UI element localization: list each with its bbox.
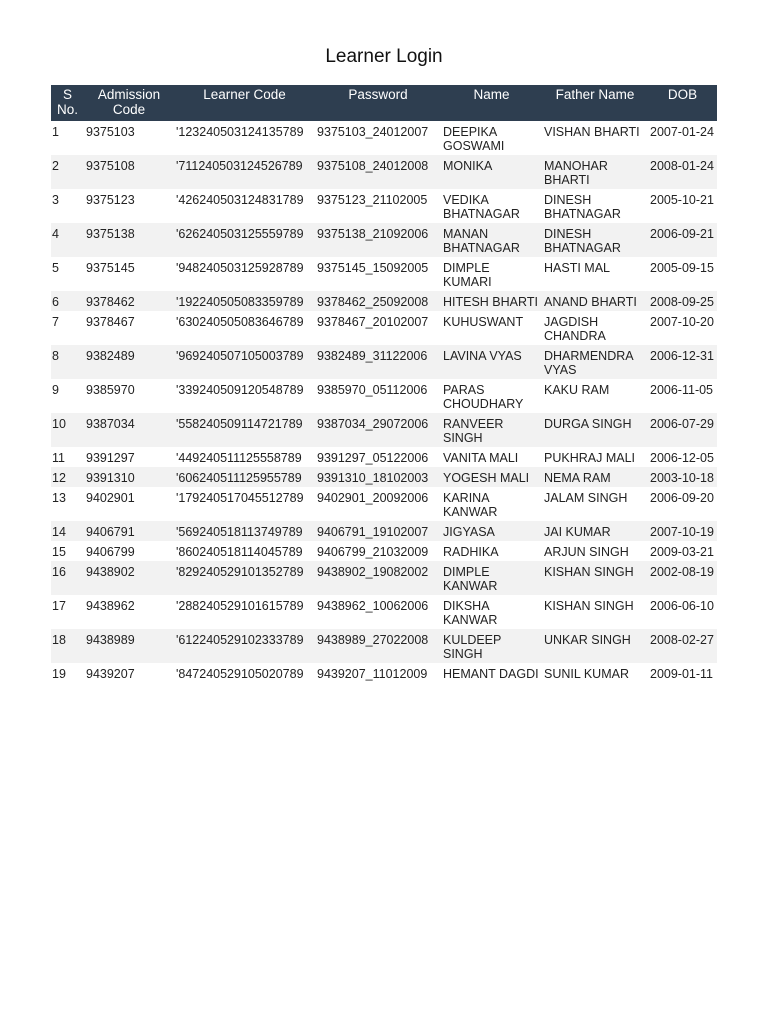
table-row [51,223,717,257]
cell-password: 9385970_05112006 [317,383,428,397]
cell-dob: 2007-10-19 [648,521,717,541]
cell-admission-code: 9406799 [86,545,135,559]
table-header-row [51,85,717,121]
cell-admission-code: 9375103 [86,125,135,139]
cell-admission-code: 9378462 [84,291,174,311]
cell-learner-code: '829240529101352789 [174,561,315,595]
table-row [51,521,717,541]
cell-admission-code: 9402901 [86,491,135,505]
cell-password: 9406791_19102007 [315,521,441,541]
cell-sno: 17 [52,599,66,613]
table-row [51,413,717,447]
cell-sno: 6 [51,291,84,311]
table-row [51,663,717,683]
cell-admission-code: 9439207 [86,667,135,681]
cell-dob: 2006-09-21 [648,223,717,257]
cell-learner-code: '847240529105020789 [176,667,304,681]
table-row [51,121,717,155]
cell-learner-code: '711240503124526789 [174,155,315,189]
cell-learner-code: '426240503124831789 [176,193,304,207]
col-header-name: Name [441,85,542,121]
table-row [51,189,717,223]
cell-name: LAVINA VYAS [441,345,542,379]
cell-father-name: KISHAN SINGH [544,599,634,613]
cell-name: JIGYASA [441,521,542,541]
cell-father-name: DURGA SINGH [542,413,648,447]
cell-father-name: SUNIL KUMAR [544,667,629,681]
cell-name: DIMPLE KANWAR [441,561,542,595]
cell-father-name: KAKU RAM [544,383,610,397]
cell-sno: 8 [51,345,84,379]
cell-learner-code: '123240503124135789 [176,125,304,139]
cell-dob: 2008-01-24 [648,155,717,189]
learner-table [51,85,717,683]
cell-dob: 2009-01-11 [650,667,714,681]
cell-admission-code: 9375123 [86,193,135,207]
cell-admission-code: 9382489 [84,345,174,379]
cell-admission-code: 9387034 [84,413,174,447]
cell-password: 9375108_24012008 [315,155,441,189]
table-row [51,487,717,521]
cell-password: 9382489_31122006 [315,345,441,379]
col-header-dob: DOB [648,85,717,121]
page-title: Learner Login [325,46,443,67]
cell-father-name: ANAND BHARTI [542,291,648,311]
cell-father-name: DINESH BHATNAGAR [542,223,648,257]
cell-sno: 19 [52,667,66,681]
cell-name: MANAN BHATNAGAR [441,223,542,257]
cell-admission-code: 9406791 [84,521,174,541]
cell-father-name: ARJUN SINGH [544,545,629,559]
cell-dob: 2003-10-18 [648,467,717,487]
table-row [51,257,717,291]
cell-admission-code: 9375145 [86,261,135,275]
cell-password: 9378462_25092008 [315,291,441,311]
cell-dob: 2002-08-19 [648,561,717,595]
cell-sno: 5 [52,261,59,275]
cell-father-name: DINESH BHATNAGAR [544,193,621,221]
cell-name: KULDEEP SINGH [441,629,542,663]
cell-password: 9438989_27022008 [315,629,441,663]
cell-admission-code: 9375108 [84,155,174,189]
cell-sno: 16 [51,561,84,595]
cell-password: 9402901_20092006 [317,491,429,505]
cell-learner-code: '192240505083359789 [174,291,315,311]
cell-father-name: NEMA RAM [542,467,648,487]
col-header-learner-code: Learner Code [174,85,315,121]
cell-dob: 2008-09-25 [648,291,717,311]
cell-name: PARAS CHOUDHARY [443,383,524,411]
cell-name: MONIKA [441,155,542,189]
cell-dob: 2009-03-21 [650,545,714,559]
cell-dob: 2008-02-27 [648,629,717,663]
cell-dob: 2006-06-10 [650,599,714,613]
cell-father-name: KISHAN SINGH [542,561,648,595]
table-row [51,447,717,467]
cell-name: DIKSHA KANWAR [443,599,498,627]
cell-learner-code: '860240518114045789 [176,545,303,559]
cell-admission-code: 9375138 [84,223,174,257]
table-row [51,155,717,189]
cell-sno: 1 [52,125,59,139]
cell-password: 9391297_05122006 [317,451,429,465]
cell-admission-code: 9391310 [84,467,174,487]
cell-name: RANVEER SINGH [441,413,542,447]
cell-sno: 7 [52,315,59,329]
cell-name: DIMPLE KUMARI [443,261,492,289]
cell-admission-code: 9378467 [86,315,135,329]
cell-password: 9375145_15092005 [317,261,429,275]
cell-sno: 4 [51,223,84,257]
cell-dob: 2006-12-31 [648,345,717,379]
cell-learner-code: '626240503125559789 [174,223,315,257]
table-row [51,291,717,311]
cell-sno: 15 [52,545,66,559]
cell-name: RADHIKA [443,545,499,559]
col-header-father-name: Father Name [542,85,648,121]
cell-name: VANITA MALI [443,451,519,465]
cell-sno: 11 [52,451,65,465]
col-header-sno: S No. [51,85,84,121]
cell-password: 9375138_21092006 [315,223,441,257]
cell-password: 9375103_24012007 [317,125,429,139]
cell-father-name: DHARMENDRA VYAS [542,345,648,379]
cell-father-name: VISHAN BHARTI [544,125,640,139]
cell-dob: 2006-12-05 [650,451,714,465]
cell-name: VEDIKA BHATNAGAR [443,193,520,221]
cell-learner-code: '948240503125928789 [176,261,304,275]
table-row [51,595,717,629]
cell-password: 9387034_29072006 [315,413,441,447]
cell-father-name: JAGDISH CHANDRA [544,315,606,343]
cell-learner-code: '449240511125558789 [176,451,302,465]
table-row [51,311,717,345]
cell-dob: 2007-01-24 [650,125,714,139]
col-header-admission-code: Admission Code [84,85,174,121]
cell-admission-code: 9438989 [84,629,174,663]
cell-learner-code: '558240509114721789 [174,413,315,447]
cell-admission-code: 9391297 [86,451,135,465]
cell-learner-code: '612240529102333789 [174,629,315,663]
table-body [51,121,717,683]
cell-sno: 12 [51,467,84,487]
cell-father-name: JALAM SINGH [544,491,628,505]
cell-admission-code: 9385970 [86,383,135,397]
cell-sno: 2 [51,155,84,189]
cell-sno: 10 [51,413,84,447]
cell-learner-code: '179240517045512789 [176,491,304,505]
cell-password: 9375123_21102005 [317,193,428,207]
cell-password: 9378467_20102007 [317,315,429,329]
cell-learner-code: '288240529101615789 [176,599,304,613]
cell-dob: 2006-11-05 [650,383,714,397]
cell-name: DEEPIKA GOSWAMI [443,125,505,153]
cell-sno: 9 [52,383,59,397]
table-row [51,467,717,487]
cell-sno: 3 [52,193,59,207]
cell-sno: 14 [51,521,84,541]
cell-password: 9438962_10062006 [317,599,429,613]
cell-learner-code: '630240505083646789 [176,315,304,329]
cell-name: YOGESH MALI [441,467,542,487]
cell-father-name: UNKAR SINGH [542,629,648,663]
col-header-password: Password [315,85,441,121]
table-row [51,561,717,595]
cell-dob: 2005-09-15 [650,261,714,275]
cell-password: 9439207_11012009 [317,667,428,681]
cell-dob: 2005-10-21 [650,193,714,207]
table-row [51,629,717,663]
cell-learner-code: '969240507105003789 [174,345,315,379]
cell-learner-code: '569240518113749789 [174,521,315,541]
cell-name: KUHUSWANT [443,315,524,329]
cell-admission-code: 9438962 [86,599,135,613]
cell-name: HEMANT DAGDI [443,667,539,681]
cell-dob: 2006-09-20 [650,491,714,505]
table-row [51,345,717,379]
cell-dob: 2007-10-20 [650,315,714,329]
table-row [51,541,717,561]
cell-password: 9391310_18102003 [315,467,441,487]
cell-name: KARINA KANWAR [443,491,498,519]
cell-password: 9406799_21032009 [317,545,429,559]
cell-father-name: JAI KUMAR [542,521,648,541]
cell-father-name: MANOHAR BHARTI [542,155,648,189]
cell-learner-code: '606240511125955789 [174,467,315,487]
cell-sno: 13 [52,491,66,505]
cell-father-name: PUKHRAJ MALI [544,451,635,465]
cell-learner-code: '339240509120548789 [176,383,304,397]
cell-password: 9438902_19082002 [315,561,441,595]
table-row [51,379,717,413]
cell-name: HITESH BHARTI [441,291,542,311]
cell-sno: 18 [51,629,84,663]
cell-father-name: HASTI MAL [544,261,610,275]
cell-dob: 2006-07-29 [648,413,717,447]
cell-admission-code: 9438902 [84,561,174,595]
